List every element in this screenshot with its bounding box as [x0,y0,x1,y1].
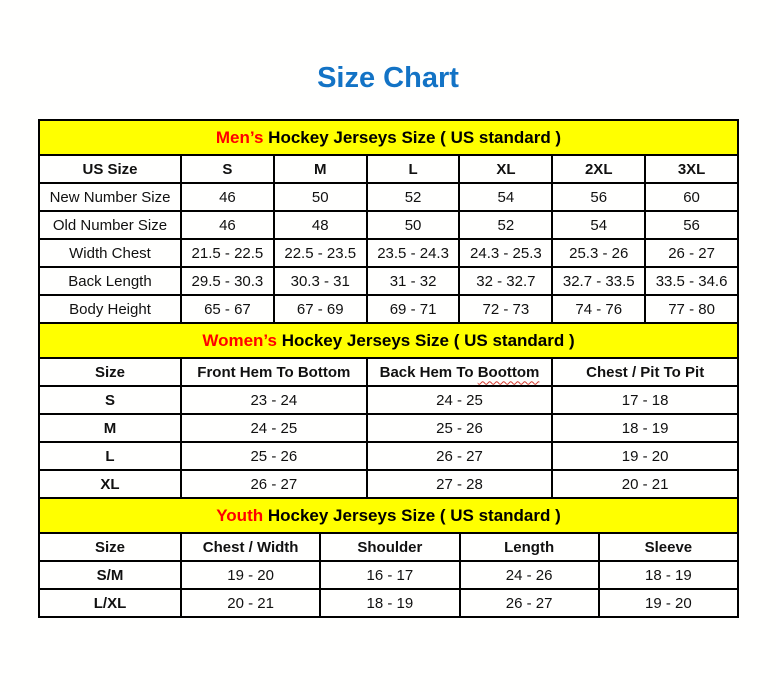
column-header: XL [459,155,552,183]
value-cell: 17 - 18 [552,386,738,414]
table-row [39,211,738,239]
row-label: XL [39,470,181,498]
table-row [39,589,738,617]
size-table-mens [38,154,739,324]
size-table-womens [38,357,739,499]
section-band-mens [38,119,739,156]
table-row [39,414,738,442]
value-cell: 18 - 19 [320,589,459,617]
column-header: Size [39,533,181,561]
value-cell: 52 [367,183,460,211]
row-label: M [39,414,181,442]
value-cell: 50 [367,211,460,239]
value-cell: 22.5 - 23.5 [274,239,367,267]
value-cell: 33.5 - 34.6 [645,267,738,295]
value-cell: 52 [459,211,552,239]
misspelled-word: Boottom [477,363,540,381]
value-cell: 54 [459,183,552,211]
row-label: L [39,442,181,470]
column-header: Back Hem To Boottom [367,358,553,386]
value-cell: 23 - 24 [181,386,367,414]
column-header: 3XL [645,155,738,183]
column-header: Chest / Pit To Pit [552,358,738,386]
value-cell: 18 - 19 [599,561,738,589]
size-table-youth [38,532,739,618]
column-header: L [367,155,460,183]
row-label: S [39,386,181,414]
value-cell: 29.5 - 30.3 [181,267,274,295]
row-label: Back Length [39,267,181,295]
size-chart-tables [38,119,739,618]
value-cell: 24 - 25 [367,386,553,414]
row-label: Old Number Size [39,211,181,239]
column-header: Front Hem To Bottom [181,358,367,386]
header-row [39,155,738,183]
value-cell: 74 - 76 [552,295,645,323]
value-cell: 72 - 73 [459,295,552,323]
header-row [39,358,738,386]
value-cell: 24 - 26 [460,561,599,589]
value-cell: 23.5 - 24.3 [367,239,460,267]
value-cell: 65 - 67 [181,295,274,323]
value-cell: 24 - 25 [181,414,367,442]
value-cell: 20 - 21 [181,589,320,617]
section-title-accent: Men’s [215,128,264,147]
value-cell: 19 - 20 [552,442,738,470]
value-cell: 30.3 - 31 [274,267,367,295]
value-cell: 56 [645,211,738,239]
value-cell: 26 - 27 [460,589,599,617]
row-label: Body Height [39,295,181,323]
table-row [39,183,738,211]
value-cell: 25.3 - 26 [552,239,645,267]
section-title-text: Hockey Jerseys Size ( US standard ) [268,128,562,147]
page-title: Size Chart [317,62,459,94]
value-cell: 46 [181,211,274,239]
column-header: M [274,155,367,183]
value-cell: 69 - 71 [367,295,460,323]
section-title-text: Hockey Jerseys Size ( US standard ) [281,331,575,350]
column-header: Sleeve [599,533,738,561]
value-cell: 18 - 19 [552,414,738,442]
value-cell: 46 [181,183,274,211]
value-cell: 60 [645,183,738,211]
value-cell: 16 - 17 [320,561,459,589]
table-row [39,295,738,323]
column-header: 2XL [552,155,645,183]
section-title-text: Hockey Jerseys Size ( US standard ) [267,506,561,525]
row-label: New Number Size [39,183,181,211]
value-cell: 19 - 20 [181,561,320,589]
table-row [39,442,738,470]
column-header: US Size [39,155,181,183]
column-header: Chest / Width [181,533,320,561]
section-band-womens [38,322,739,359]
value-cell: 25 - 26 [367,414,553,442]
value-cell: 25 - 26 [181,442,367,470]
table-row [39,239,738,267]
header-row [39,533,738,561]
table-row [39,267,738,295]
value-cell: 19 - 20 [599,589,738,617]
column-header: Length [460,533,599,561]
table-row [39,470,738,498]
value-cell: 26 - 27 [645,239,738,267]
value-cell: 32 - 32.7 [459,267,552,295]
column-header: Size [39,358,181,386]
value-cell: 24.3 - 25.3 [459,239,552,267]
value-cell: 32.7 - 33.5 [552,267,645,295]
table-row [39,386,738,414]
value-cell: 26 - 27 [181,470,367,498]
value-cell: 21.5 - 22.5 [181,239,274,267]
row-label: S/M [39,561,181,589]
value-cell: 56 [552,183,645,211]
value-cell: 77 - 80 [645,295,738,323]
value-cell: 20 - 21 [552,470,738,498]
value-cell: 31 - 32 [367,267,460,295]
value-cell: 50 [274,183,367,211]
table-row [39,561,738,589]
row-label: Width Chest [39,239,181,267]
section-title-accent: Youth [216,506,264,525]
value-cell: 54 [552,211,645,239]
column-header: S [181,155,274,183]
section-title-accent: Women’s [202,331,277,350]
row-label: L/XL [39,589,181,617]
value-cell: 27 - 28 [367,470,553,498]
value-cell: 26 - 27 [367,442,553,470]
section-band-youth [38,497,739,534]
column-header: Shoulder [320,533,459,561]
value-cell: 67 - 69 [274,295,367,323]
value-cell: 48 [274,211,367,239]
